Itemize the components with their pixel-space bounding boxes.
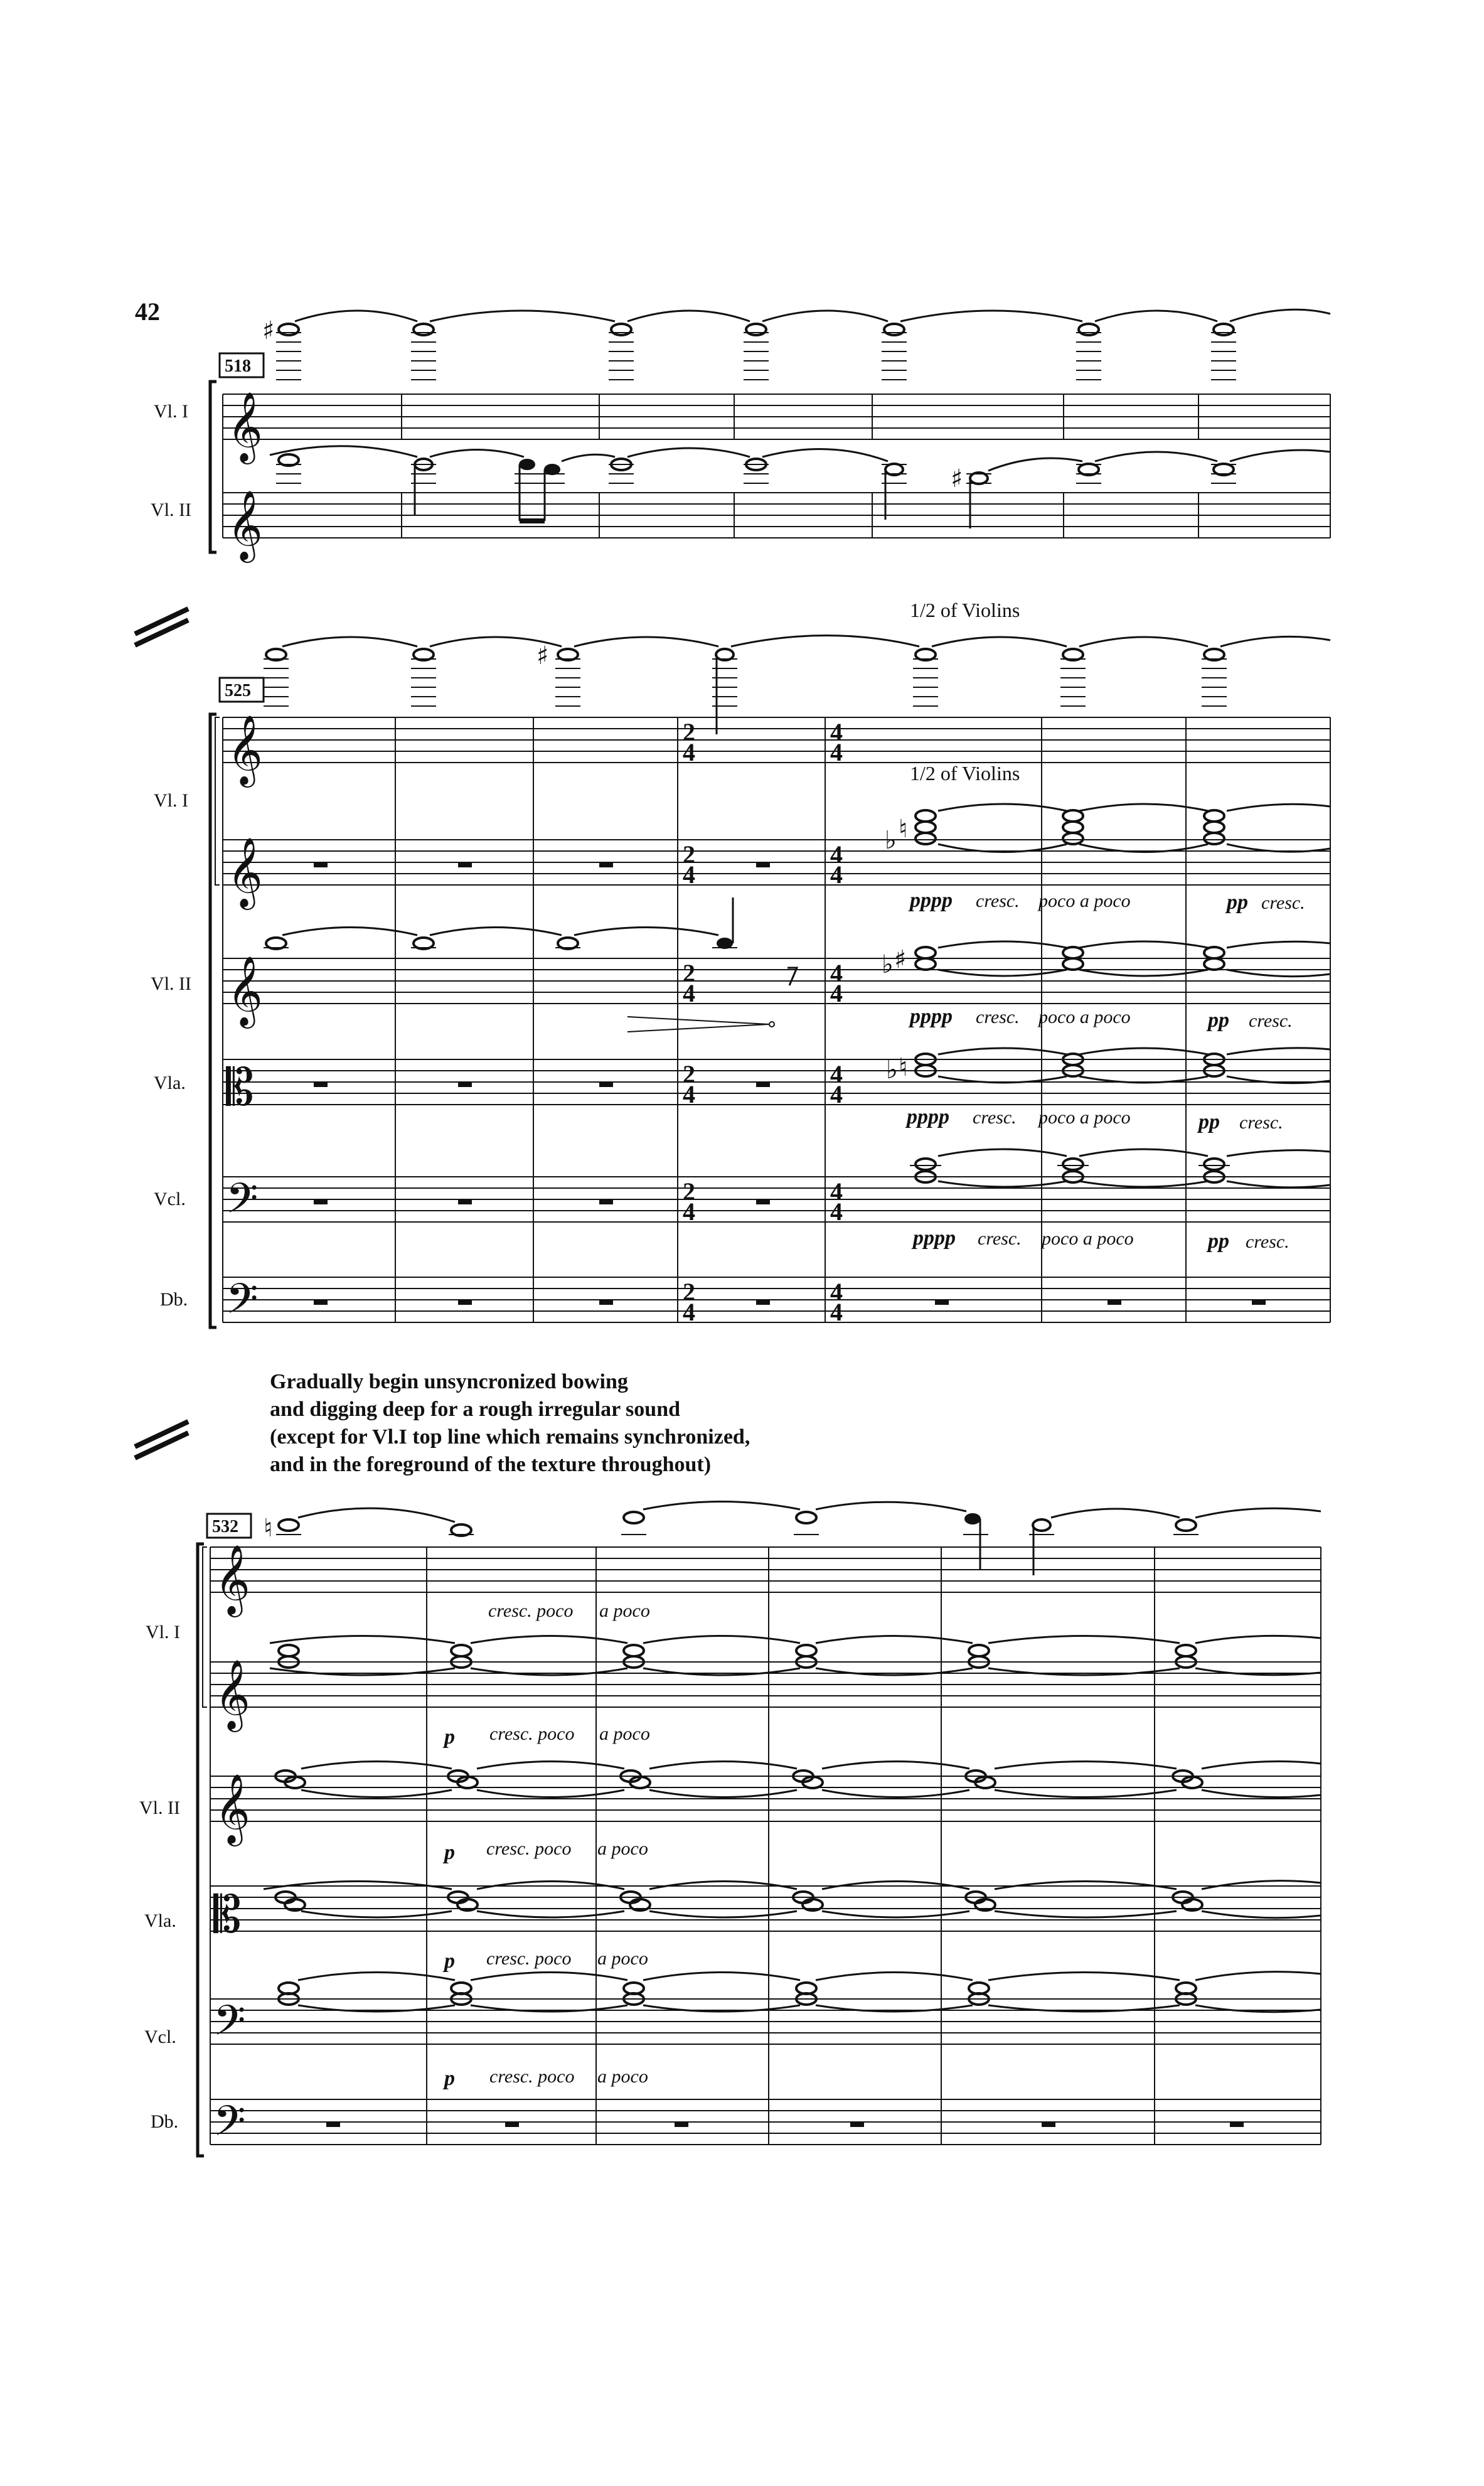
svg-text:4: 4: [830, 959, 843, 987]
alto-clef-icon: 𝄡: [226, 1058, 254, 1117]
svg-text:2: 2: [683, 718, 695, 746]
treble-clef-icon: 𝄞: [215, 1773, 250, 1843]
whole-rests: [326, 2122, 1244, 2127]
measure-number: 525: [225, 681, 251, 700]
flat-icon: ♭: [885, 826, 897, 855]
svg-text:4: 4: [830, 840, 843, 869]
performance-instruction: [270, 1370, 750, 1476]
sharp-icon: ♯: [894, 945, 907, 974]
svg-text:cresc.: cresc.: [1239, 1112, 1283, 1133]
svg-text:and in the foreground of the t: and in the foreground of the texture throughout): [270, 1453, 712, 1476]
staff-label-vcl: Vcl.: [154, 1189, 186, 1209]
ties: [938, 804, 1330, 852]
svg-text:cresc.: cresc.: [978, 1228, 1022, 1249]
treble-clef-icon: 𝄞: [227, 714, 263, 785]
svg-text:cresc.: cresc.: [973, 1107, 1017, 1128]
measure-number: 532: [212, 1517, 238, 1536]
svg-text:2: 2: [683, 1177, 695, 1206]
svg-text:a poco: a poco: [597, 1838, 648, 1859]
svg-text:2: 2: [683, 1278, 695, 1306]
dynamics-vl2: [442, 1723, 650, 1749]
staff-label-vcl: Vcl.: [144, 2027, 176, 2047]
svg-text:4: 4: [830, 860, 843, 889]
svg-text:pppp: pppp: [913, 1226, 956, 1250]
dynamics-vl2: [908, 1005, 1293, 1032]
svg-text:a poco: a poco: [599, 1600, 650, 1621]
notes-vcl: [915, 1159, 1224, 1182]
svg-text:4: 4: [683, 979, 695, 1007]
ties-vl2: [270, 446, 1330, 471]
svg-text:cresc.: cresc.: [976, 1007, 1020, 1027]
staff-label-db: Db.: [160, 1289, 188, 1310]
ledger-lines: [276, 333, 1236, 380]
bass-clef-icon: 𝄢: [213, 1996, 246, 2055]
svg-text:4: 4: [830, 1298, 843, 1326]
svg-text:4: 4: [830, 1197, 843, 1226]
ties: [282, 636, 1330, 647]
sharp-icon: ♯: [951, 464, 963, 493]
svg-text:cresc. poco: cresc. poco: [489, 1723, 575, 1744]
svg-text:poco a poco: poco a poco: [1038, 891, 1131, 911]
svg-text:pp: pp: [1208, 1009, 1229, 1032]
vl1-bracket: [203, 1547, 207, 1707]
dynamics-vcl: [911, 1226, 1289, 1253]
staff-vl2: [223, 493, 1330, 538]
svg-text:4: 4: [830, 738, 843, 766]
svg-text:poco a poco: poco a poco: [1038, 1007, 1131, 1027]
svg-text:Gradually begin unsyncronized: Gradually begin unsyncronized bowing: [270, 1370, 628, 1393]
svg-text:pp: pp: [1198, 1110, 1220, 1133]
svg-text:4: 4: [683, 738, 695, 766]
quarter-note: [717, 938, 733, 949]
svg-text:cresc.: cresc.: [1249, 1010, 1293, 1031]
notes-vl2: [279, 454, 1234, 484]
svg-text:a poco: a poco: [597, 1948, 648, 1969]
system-518: [151, 309, 1330, 563]
staff-label-vl2: Vl. II: [139, 1798, 180, 1818]
svg-text:pppp: pppp: [910, 889, 953, 912]
staff-vl1: [223, 394, 1330, 439]
alto-clef-icon: 𝄡: [213, 1885, 242, 1944]
svg-text:2: 2: [683, 959, 695, 987]
chords-vl1-div: [915, 810, 1224, 844]
svg-text:2: 2: [683, 1060, 695, 1088]
bass-clef-icon: 𝄢: [226, 1174, 259, 1233]
annotation-half-violins-staff: 1/2 of Violins: [910, 762, 1020, 785]
eighth-rest-icon: [787, 968, 797, 985]
svg-text:(except for Vl.I top line whic: (except for Vl.I top line which remains synchronized,: [270, 1425, 750, 1449]
staff-label-vl2: Vl. II: [151, 500, 191, 520]
treble-clef-icon: 𝄞: [227, 955, 263, 1026]
staff-label-vl2: Vl. II: [151, 973, 191, 994]
natural-icon: ♮: [899, 1053, 908, 1082]
system-bracket: [210, 382, 216, 552]
page-number: 42: [135, 297, 160, 326]
staff-label-vl1: Vl. I: [154, 401, 188, 422]
bass-clef-icon: 𝄢: [226, 1275, 259, 1333]
ties: [282, 928, 1330, 977]
svg-text:cresc. poco: cresc. poco: [486, 1838, 572, 1859]
whole-notes-vl1-top: [266, 649, 1224, 660]
annotation-half-violins: 1/2 of Violins: [910, 599, 1020, 621]
svg-text:and digging deep for a rough i: and digging deep for a rough irregular sound: [270, 1398, 681, 1421]
treble-clef-icon: 𝄞: [215, 1659, 250, 1729]
dynamics-vla: [442, 1838, 648, 1864]
svg-text:4: 4: [830, 1080, 843, 1108]
svg-text:cresc.: cresc.: [976, 891, 1020, 911]
flat-icon: ♭: [882, 950, 894, 979]
svg-text:4: 4: [830, 718, 843, 746]
system-532: [139, 1370, 1321, 2156]
barlines: [223, 394, 1330, 538]
ties: [938, 1149, 1330, 1187]
staff-label-db: Db.: [151, 2111, 179, 2132]
dynamics-vl1: [908, 889, 1305, 914]
natural-icon: ♮: [264, 1514, 273, 1543]
svg-text:4: 4: [830, 1177, 843, 1206]
diminuendo-hairpin: [627, 1017, 774, 1032]
svg-text:4: 4: [683, 1197, 695, 1226]
svg-text:4: 4: [830, 1060, 843, 1088]
system-separator: [135, 609, 188, 645]
svg-text:4: 4: [683, 1298, 695, 1326]
svg-text:4: 4: [830, 1278, 843, 1306]
staves-525: [223, 717, 1330, 1322]
staff-label-vl1: Vl. I: [154, 790, 188, 811]
chords-vl2: [275, 1771, 1202, 1788]
dynamics-db: [442, 2066, 648, 2090]
ties-vl1: [295, 309, 1330, 321]
treble-clef-icon: 𝄞: [215, 1544, 250, 1614]
flat-icon: ♭: [886, 1056, 898, 1085]
treble-clef-icon: 𝄞: [227, 837, 263, 907]
staff-label-vl1: Vl. I: [146, 1622, 180, 1642]
whole-notes-vl1: [279, 324, 1234, 335]
quarter-note: [964, 1513, 981, 1524]
chords-vla: [915, 1054, 1224, 1076]
svg-text:a poco: a poco: [597, 2066, 648, 2087]
sharp-icon: ♯: [536, 641, 549, 670]
svg-text:4: 4: [683, 1080, 695, 1108]
svg-text:pp: pp: [1208, 1230, 1229, 1253]
svg-text:cresc. poco: cresc. poco: [486, 1948, 572, 1969]
svg-text:4: 4: [683, 860, 695, 889]
chords-vl1-div: [279, 1645, 1196, 1668]
svg-text:2: 2: [683, 840, 695, 869]
svg-text:cresc. poco: cresc. poco: [489, 2066, 575, 2087]
svg-text:p: p: [444, 1949, 455, 1973]
ties: [270, 1636, 1321, 1675]
svg-text:pppp: pppp: [910, 1005, 953, 1028]
svg-text:cresc. poco: cresc. poco: [488, 1600, 574, 1621]
svg-text:poco a poco: poco a poco: [1042, 1228, 1134, 1249]
time-signature-4-4: [830, 718, 843, 1326]
ties: [938, 1048, 1330, 1083]
svg-text:p: p: [444, 1841, 455, 1864]
time-signature-2-4: [683, 718, 695, 1326]
staff-label-vla: Vla.: [144, 1910, 176, 1931]
natural-icon: ♮: [899, 815, 908, 844]
vl1-bracket: [215, 717, 220, 885]
eighth-notes: [519, 459, 560, 475]
dynamics-vla: [905, 1105, 1283, 1133]
svg-text:p: p: [444, 1725, 455, 1749]
treble-clef-icon: 𝄞: [227, 391, 263, 461]
ledger-lines: [264, 659, 1227, 706]
svg-text:pppp: pppp: [907, 1105, 949, 1128]
sharp-icon: ♯: [262, 316, 275, 345]
bass-clef-icon: 𝄢: [213, 2097, 246, 2155]
measure-number: 518: [225, 356, 251, 376]
notes-vcl: [279, 1983, 1196, 2005]
system-525: [151, 599, 1330, 1333]
chords-vla: [275, 1892, 1202, 1910]
svg-text:p: p: [444, 2067, 455, 2090]
treble-clef-icon: 𝄞: [227, 490, 263, 560]
svg-text:4: 4: [830, 979, 843, 1007]
dynamics-vl1: [488, 1600, 650, 1621]
svg-text:cresc.: cresc.: [1261, 892, 1305, 913]
svg-text:pp: pp: [1227, 891, 1248, 914]
svg-text:cresc.: cresc.: [1246, 1231, 1289, 1252]
system-separator: [135, 1422, 188, 1458]
svg-text:poco a poco: poco a poco: [1038, 1107, 1131, 1128]
svg-text:a poco: a poco: [599, 1723, 650, 1744]
staff-label-vla: Vla.: [154, 1073, 186, 1093]
notes-vl2: [266, 938, 1224, 970]
dynamics-vcl: [442, 1948, 648, 1973]
